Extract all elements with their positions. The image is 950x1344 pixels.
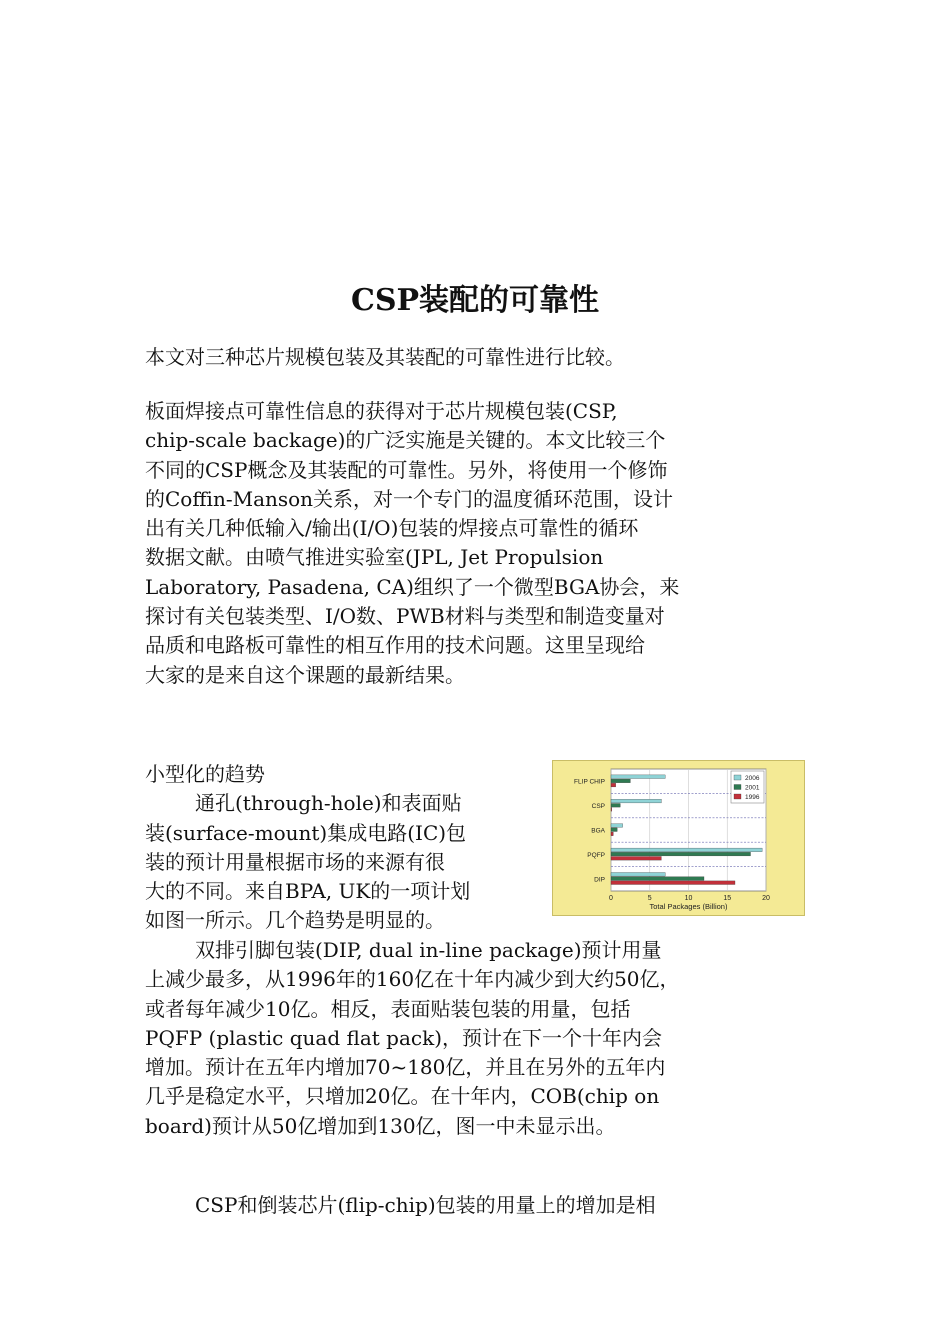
bar xyxy=(611,775,665,779)
bar xyxy=(611,799,661,803)
bar xyxy=(611,848,762,852)
text-line: board)预计从50亿增加到130亿，图一中未显示出。 xyxy=(145,1113,616,1138)
text-line: 出有关几种低输入/输出(I/O)包装的焊接点可靠性的循环 xyxy=(145,516,639,541)
text-line: 不同的CSP概念及其装配的可靠性。另外，将使用一个修饰 xyxy=(145,457,668,482)
bar xyxy=(611,779,630,783)
bar-chart xyxy=(553,761,804,915)
bar xyxy=(611,804,620,808)
x-tick-label: 5 xyxy=(647,895,652,902)
y-tick-label: DIP xyxy=(594,876,605,884)
text-line: 几乎是稳定水平，只增加20亿。在十年内，COB(chip on xyxy=(145,1084,660,1109)
y-tick-label: BGA xyxy=(591,827,605,835)
legend-label: 2001 xyxy=(745,784,760,792)
text-line: 如图一所示。几个趋势是明显的。 xyxy=(145,908,445,933)
bar xyxy=(611,808,612,812)
x-tick-label: 20 xyxy=(762,895,770,902)
bar xyxy=(611,873,665,877)
legend-label: 1996 xyxy=(745,794,760,801)
text-line: 上减少最多，从1996年的160亿在十年内减少到大约50亿， xyxy=(145,967,680,992)
text-line: 大的不同。来自BPA, UK的一项计划 xyxy=(145,879,471,904)
text-line: 探讨有关包装类型、I/O数、PWB材料与类型和制造变量对 xyxy=(145,604,665,629)
legend-swatch xyxy=(734,785,741,790)
bar xyxy=(611,783,616,787)
text-line: 板面焊接点可靠性信息的获得对于芯片规模包装(CSP, xyxy=(145,399,618,423)
intro-text: 本文对三种芯片规模包装及其装配的可靠性进行比较。 xyxy=(145,345,625,369)
bar xyxy=(611,877,704,881)
text-line: 数据文献。由喷气推进实验室(JPL, Jet Propulsion xyxy=(145,545,604,570)
bar xyxy=(611,852,751,856)
y-tick-label: PQFP xyxy=(587,851,605,859)
legend-label: 2006 xyxy=(745,775,760,782)
text-line: 品质和电路板可靠性的相互作用的技术问题。这里呈现给 xyxy=(145,633,645,658)
document-title: CSP装配的可靠性 xyxy=(350,283,600,318)
text-line: 增加。预计在五年内增加70~180亿，并且在另外的五年内 xyxy=(145,1055,666,1080)
text-line: chip-scale backage)的广泛实施是关键的。本文比较三个 xyxy=(145,428,666,453)
paragraph-3 xyxy=(145,936,810,1141)
bar xyxy=(611,832,613,836)
paragraph-4 xyxy=(145,1191,810,1220)
bar xyxy=(611,828,617,832)
text-line: PQFP (plastic quad flat pack)，预计在下一个十年内会 xyxy=(145,1025,663,1050)
text-line: 装(surface-mount)集成电路(IC)包 xyxy=(145,820,467,845)
paragraph-2 xyxy=(145,760,550,936)
y-tick-label: CSP xyxy=(591,803,605,811)
figure-1-chart xyxy=(552,760,805,916)
legend-swatch xyxy=(734,775,741,780)
text-line: 装的预计用量根据市场的来源有很 xyxy=(145,849,445,874)
text-line: Laboratory, Pasadena, CA)组织了一个微型BGA协会，来 xyxy=(145,574,680,599)
bar xyxy=(611,881,735,885)
intro-paragraph xyxy=(145,343,810,372)
y-tick-label: FLIP CHIP xyxy=(574,778,605,786)
text-line: 或者每年减少10亿。相反，表面贴装包装的用量，包括 xyxy=(145,996,631,1021)
text-line: 大家的是来自这个课题的最新结果。 xyxy=(145,662,465,687)
text-line: CSP和倒装芯片(flip-chip)包装的用量上的增加是相 xyxy=(195,1193,656,1217)
x-tick-label: 0 xyxy=(609,895,613,902)
x-axis-label: Total Packages (Billion) xyxy=(649,902,728,911)
text-line: 双排引脚包装(DIP, dual in-line package)预计用量 xyxy=(195,938,662,962)
paragraph-1 xyxy=(145,397,810,690)
bar xyxy=(611,857,661,861)
bar xyxy=(611,824,623,828)
text-line: 的Coffin-Manson关系，对一个专门的温度循环范围，设计 xyxy=(145,486,674,511)
text-line: 通孔(through-hole)和表面贴 xyxy=(195,791,462,816)
x-tick-label: 10 xyxy=(684,895,693,902)
x-tick-label: 15 xyxy=(723,895,732,902)
section-heading: 小型化的趋势 xyxy=(145,762,265,786)
legend-swatch xyxy=(734,794,741,799)
